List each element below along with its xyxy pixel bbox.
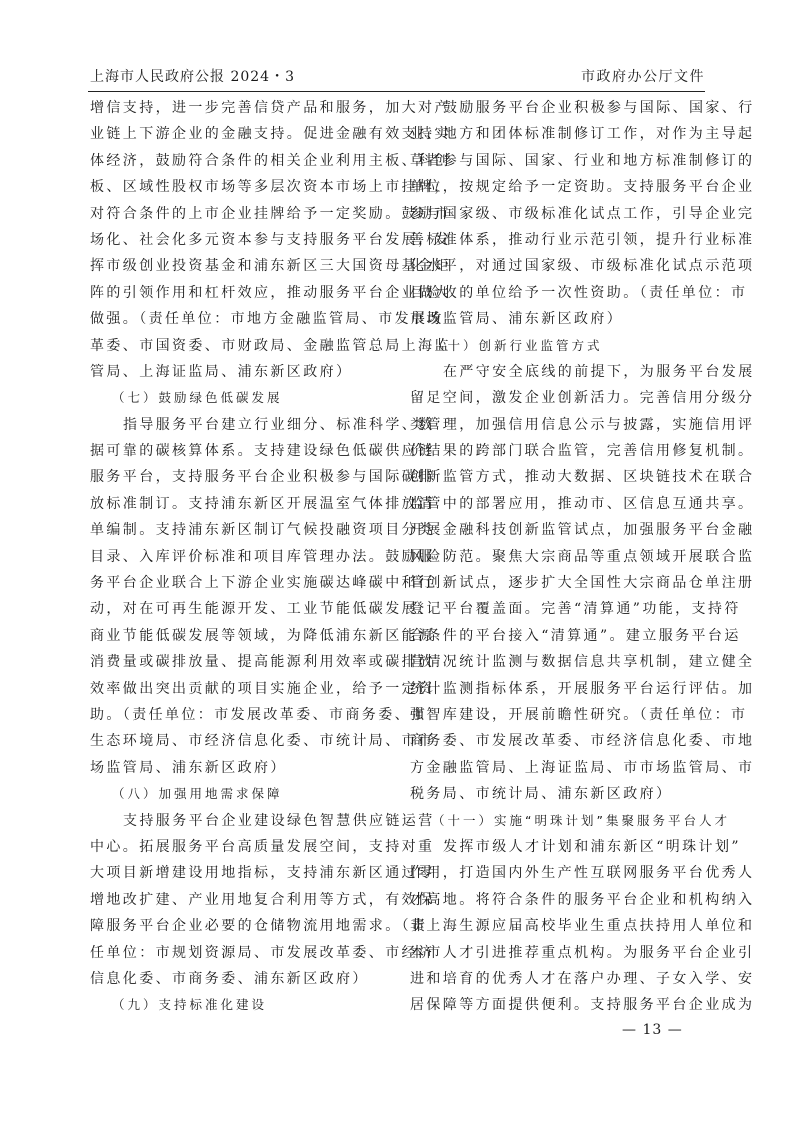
section-heading [90, 781, 386, 807]
text-line: 税务局、市统计局、浦东新区政府） [410, 786, 673, 803]
text-line: 市场监管局、浦东新区政府） [410, 311, 624, 328]
text-line: 进和培育的优秀人才在落户办理、子女入学、安 [410, 970, 755, 987]
text-line: 大项目新增建设用地指标，支持浦东新区通过零 [90, 865, 435, 882]
text-line: 革委、市国资委、市财政局、金融监管总局上海监 [90, 337, 451, 354]
text-line: 参与国家级、市级标准化试点工作，引导企业完 [410, 205, 755, 222]
text-line: 营情况统计监测与数据信息共享机制，建立健全 [410, 654, 755, 671]
paragraph [410, 834, 755, 1019]
text-line: 管局、上海证监局、浦东新区政府） [90, 363, 353, 380]
text-line: 业、地方和团体标准制修订工作，对作为主导起 [410, 126, 755, 143]
paragraph [90, 808, 435, 993]
page-number: — 13 — [622, 1022, 683, 1038]
section-heading [90, 385, 386, 411]
text-line: 居保障等方面提供便利。支持服务平台企业成为 [410, 997, 755, 1014]
text-line: 消费量或碳排放量、提高能源利用效率或碳排放 [90, 654, 435, 671]
text-line: 在严守安全底线的前提下，为服务平台发展 [443, 363, 755, 380]
text-line: 发挥市级人才计划和浦东新区“明珠计划” [443, 838, 741, 855]
text-line: 任单位：市规划资源局、市发展改革委、市经济 [90, 944, 435, 961]
text-line: 服务平台，支持服务平台企业积极参与国际碳排 [90, 469, 435, 486]
text-line: 支持服务平台企业建设绿色智慧供应链运营 [123, 812, 435, 829]
text-line: 化水平，对通过国家级、市级标准化试点示范项 [410, 258, 755, 275]
text-line: 效率做出突出贡献的项目实施企业，给予一定资 [90, 680, 435, 697]
text-line: 据可靠的碳核算体系。支持建设绿色低碳供应链 [90, 443, 435, 460]
text-line: 留足空间，激发企业创新活力。完善信用分级分 [410, 390, 755, 407]
section-heading [410, 333, 706, 359]
text-line: 板、区域性股权市场等多层次资本市场上市挂牌， [90, 179, 451, 196]
left-column [90, 95, 451, 1019]
text-line: （八）加强用地需求保障 [112, 786, 283, 802]
right-column [410, 95, 755, 1019]
text-line: 管创新试点，逐步扩大全国性大宗商品仓单注册 [410, 575, 755, 592]
text-line: 对符合条件的上市企业挂牌给予一定奖励。鼓励市 [90, 205, 451, 222]
text-line: 阵的引领作用和杠杆效应，推动服务平台企业做大 [90, 284, 451, 301]
text-line: 非上海生源应届高校毕业生重点扶持用人单位和 [410, 918, 755, 935]
text-line: 类管理，加强信用信息公示与披露，实施信用评 [410, 416, 755, 433]
text-line: 统计监测指标体系，开展服务平台运行评估。加 [410, 680, 755, 697]
text-line: 目验收的单位给予一次性资助。（责任单位：市 [410, 284, 748, 301]
text-line: 强智库建设，开展前瞻性研究。（责任单位：市 [410, 706, 748, 723]
text-line: 商业节能低碳发展等领域，为降低浦东新区能源 [90, 627, 435, 644]
text-line: 商务委、市发展改革委、市经济信息化委、市地 [410, 733, 755, 750]
text-line: 放标准制订。支持浦东新区开展温室气体排放清 [90, 495, 435, 512]
text-line: 务平台企业联合上下游企业实施碳达峰碳中和行 [90, 575, 435, 592]
text-line: （七）鼓励绿色低碳发展 [112, 390, 283, 406]
section-title: 市政府办公厅文件 [581, 69, 705, 85]
text-line: 合条件的平台接入“清算通”。建立服务平台运 [410, 627, 741, 644]
journal-title: 上海市人民政府公报 2024・3 [90, 69, 295, 85]
paragraph [410, 359, 755, 808]
text-line: 助。（责任单位：市发展改革委、市商务委、市 [90, 706, 428, 723]
paragraph [90, 95, 451, 385]
text-line: （九）支持标准化建设 [112, 997, 268, 1013]
text-line: 单位，按规定给予一定资助。支持服务平台企业 [410, 179, 755, 196]
text-line: 方金融监管局、上海证监局、市市场监管局、市 [410, 759, 755, 776]
text-line: 动，对在可再生能源开发、工业节能低碳发展、 [90, 601, 435, 618]
text-line: 风险防范。聚焦大宗商品等重点领域开展联合监 [410, 548, 755, 565]
text-line: 障服务平台企业必要的仓储物流用地需求。（责 [90, 918, 428, 935]
text-line: 单编制。支持浦东新区制订气候投融资项目分类 [90, 522, 435, 539]
text-line: 增信支持，进一步完善信贷产品和服务，加大对产 [90, 100, 451, 116]
text-line: 登记平台覆盖面。完善“清算通”功能，支持符 [410, 601, 741, 618]
text-line: 指导服务平台建立行业细分、标准科学、数 [123, 416, 435, 433]
text-line: 善标准体系，推动行业示范引领，提升行业标准 [410, 231, 755, 248]
text-line: （十一）实施“明珠计划”集聚服务平台人才 [432, 812, 730, 828]
text-line: 目录、入库评价标准和项目库管理办法。鼓励服 [90, 548, 435, 565]
text-line: 作用，打造国内外生产性互联网服务平台优秀人 [410, 865, 755, 882]
text-line: 监管中的部署应用，推动市、区信息互通共享。 [410, 495, 755, 512]
text-line: 鼓励服务平台企业积极参与国际、国家、行 [443, 100, 755, 116]
section-heading [410, 808, 730, 834]
text-line: 做强。（责任单位：市地方金融监管局、市发展改 [90, 311, 444, 328]
text-line: 增地改扩建、产业用地复合利用等方式，有效保 [90, 891, 435, 908]
text-line: 生态环境局、市经济信息化委、市统计局、市市 [90, 733, 435, 750]
text-line: 业链上下游企业的金融支持。促进金融有效支持实 [90, 126, 451, 143]
section-heading [90, 992, 386, 1018]
text-line: 场监管局、浦东新区政府） [90, 759, 287, 776]
text-line: 本市人才引进推荐重点机构。为服务平台企业引 [410, 944, 755, 961]
text-line: 挥市级创业投资基金和浦东新区三大国资母基金矩 [90, 258, 451, 275]
text-line: 创新监管方式，推动大数据、区块链技术在联合 [410, 469, 755, 486]
text-line: 中心。拓展服务平台高质量发展空间，支持对重 [90, 838, 435, 855]
text-line: 价结果的跨部门联合监管，完善信用修复机制。 [410, 443, 755, 460]
text-line: （十）创新行业监管方式 [432, 337, 603, 353]
text-line: 草者参与国际、国家、行业和地方标准制修订的 [410, 152, 755, 169]
text-line: 体经济，鼓励符合条件的相关企业利用主板、科创 [90, 152, 451, 169]
text-line: 信息化委、市商务委、浦东新区政府） [90, 970, 369, 987]
text-line: 才高地。将符合条件的服务平台企业和机构纳入 [410, 891, 755, 908]
paragraph [90, 412, 435, 781]
text-line: 开展金融科技创新监管试点，加强服务平台金融 [410, 522, 755, 539]
paragraph [410, 95, 755, 333]
text-line: 场化、社会化多元资本参与支持服务平台发展，发 [90, 231, 451, 248]
header-divider [88, 91, 705, 92]
